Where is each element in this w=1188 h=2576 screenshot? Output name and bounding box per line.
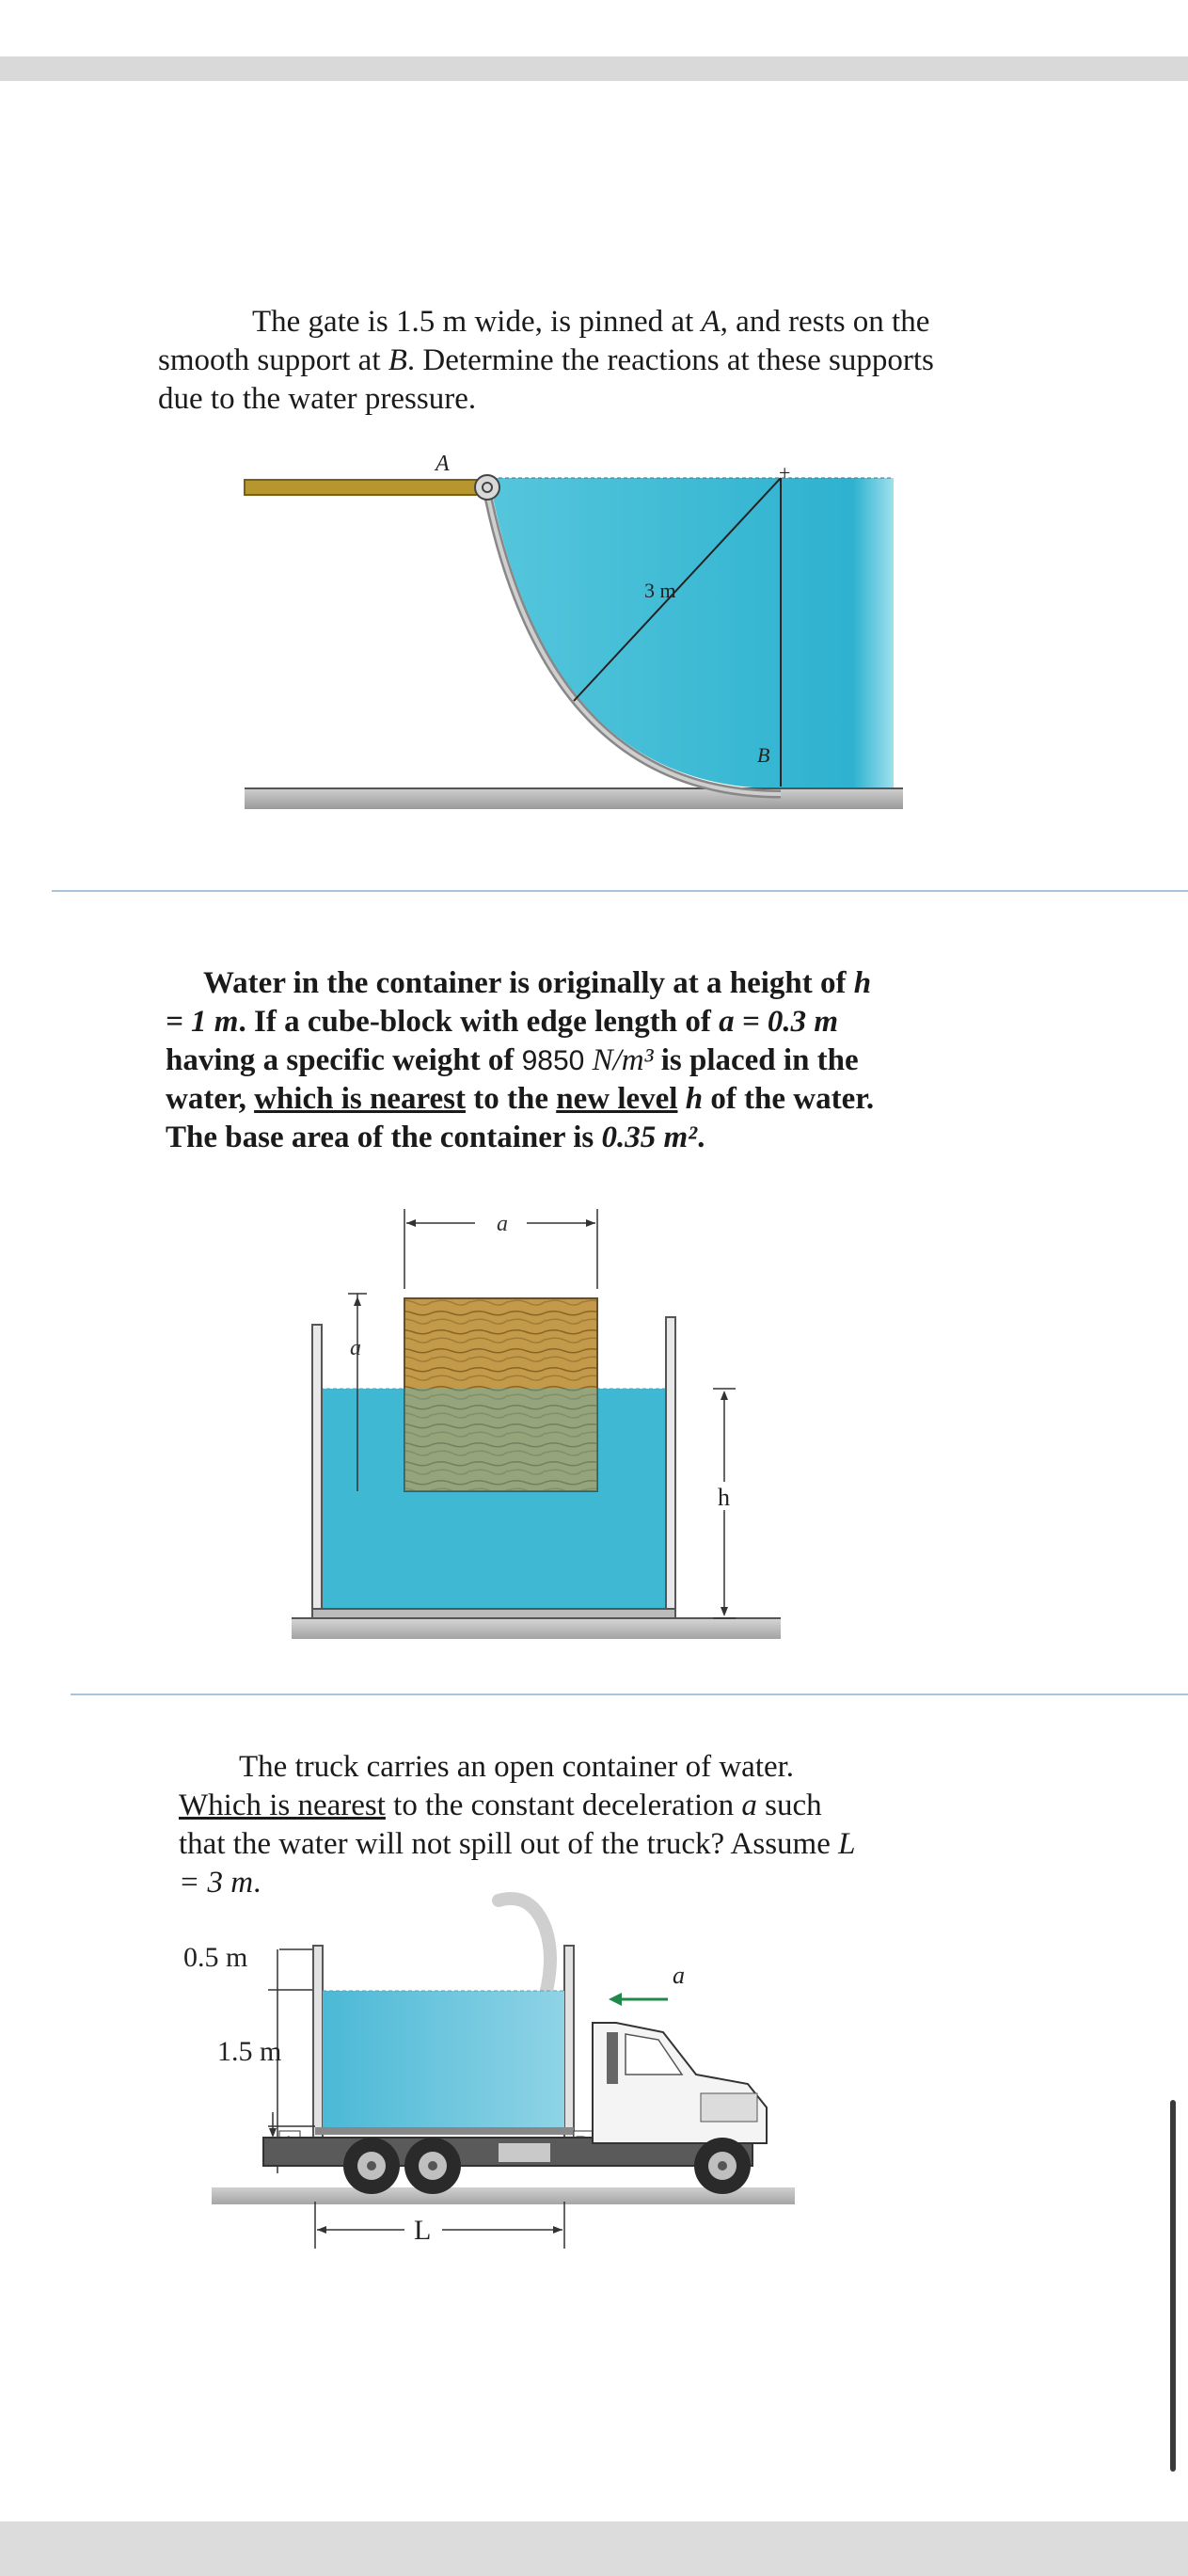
scrollbar-thumb[interactable] (1170, 2100, 1176, 2472)
label-A-gate: A (436, 452, 450, 476)
label-a-side: a (350, 1336, 361, 1360)
label-a-accel: a (673, 1962, 685, 1989)
problem3-text: The truck carries an open container of water. Which is nearest to the constant deceleration a such that the water will not spill out of the truck? Assume L = 3 m. (179, 1750, 855, 1900)
label-a-top: a (497, 1212, 508, 1236)
label-B-gate: B (757, 743, 770, 767)
bottom-bar (0, 2521, 1188, 2576)
divider-2 (71, 1693, 1188, 1695)
problem1-text: The gate is 1.5 m wide, is pinned at A, and rests on the smooth support at B. Determine the reactions at these supports due to the water pressure. (158, 305, 934, 416)
label-15m: 1.5 m (217, 2036, 282, 2067)
truck-figure (174, 1891, 861, 2258)
container-figure (282, 1195, 790, 1656)
label-h: h (718, 1484, 730, 1511)
gate-figure (235, 442, 912, 837)
top-bar (0, 56, 1188, 81)
svg-text:+: + (779, 461, 791, 485)
problem2-text: Water in the container is originally at a height of h = 1 m. If a cube-block with edge length of a = 0.3 m having a specific weight of 9850 N/m³ is placed in the water, which is nearest to the new level h of the water. The base area of the container is 0.35 m². (166, 966, 875, 1154)
label-L: L (414, 2215, 432, 2246)
divider-1 (52, 890, 1188, 892)
label-05m: 0.5 m (183, 1942, 248, 1973)
label-3m: 3 m (644, 579, 676, 602)
